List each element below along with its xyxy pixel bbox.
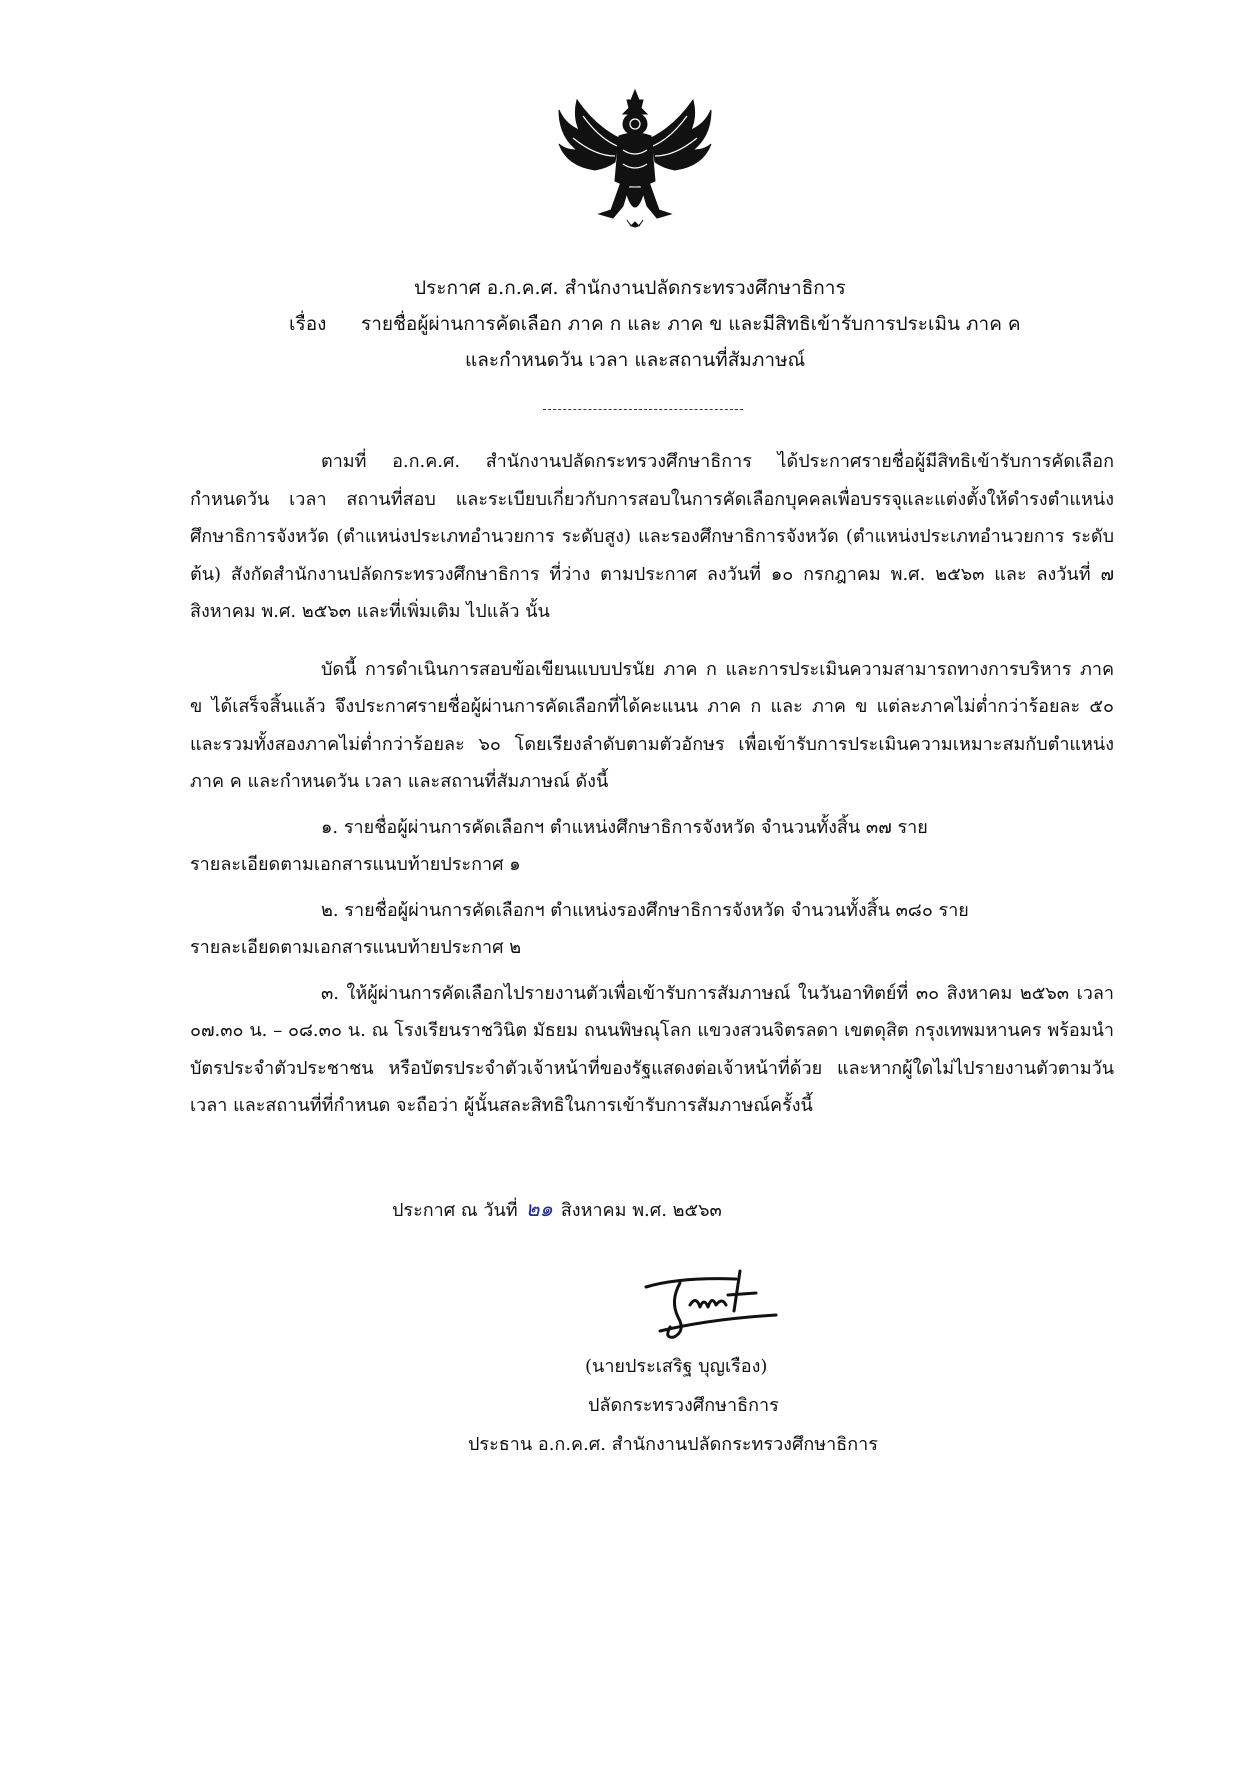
announcement-title: ประกาศ อ.ก.ค.ศ. สำนักงานปลัดกระทรวงศึกษาธิการ bbox=[414, 277, 846, 299]
item-1: ๑. รายชื่อผู้ผ่านการคัดเลือกฯ ตำแหน่งศึกษาธิการจังหวัด จำนวนทั้งสิ้น ๓๗ ราย bbox=[321, 816, 928, 838]
date-prefix: ประกาศ ณ วันที่ bbox=[392, 1200, 518, 1221]
signer-role: ประธาน อ.ก.ค.ศ. สำนักงานปลัดกระทรวงศึกษาธิการ bbox=[468, 1434, 878, 1455]
item-2-detail: รายละเอียดตามเอกสารแนบท้ายประกาศ ๒ bbox=[190, 937, 522, 958]
item-3: ๓. ให้ผู้ผ่านการคัดเลือกไปรายงานตัวเพื่อเข้ารับการสัมภาษณ์ ในวันอาทิตย์ที่ ๓๐ สิงหาคม ๒๕๖๓ เวลา ๐๗.๓๐ น. – ๐๘.๓๐ น. ณ โรงเรียนราชวินิต มัธยม ถนนพิษณุโลก แขวงสวนจิตรลดา เขตดุสิต กรุงเทพมหานคร พร้อมนำบัตรประจำตัวประชาชน หรือบัตรประจำตัวเจ้าหน้าที่ของรัฐแสดงต่อเจ้าหน้าที่ด้วย และหากผู้ใดไม่ไปรายงานตัวตามวัน เวลา และสถานที่ที่กำหนด จะถือว่า ผู้นั้นสละสิทธิในการเข้ารับการสัมภาษณ์ครั้งนี้ bbox=[190, 982, 1114, 1116]
announcement-date bbox=[392, 1193, 722, 1226]
paragraph-background: ตามที่ อ.ก.ค.ศ. สำนักงานปลัดกระทรวงศึกษาธิการ ได้ประกาศรายชื่อผู้มีสิทธิเข้ารับการคัดเลือก กำหนดวัน เวลา สถานที่สอบ และระเบียบเกี่ยวกับการสอบในการคัดเลือกบุคคลเพื่อบรรจุและแต่งตั้งให้ดำรงตำแหน่งศึกษาธิการจังหวัด (ตำแหน่งประเภทอำนวยการ ระดับสูง) และรองศึกษาธิการจังหวัด (ตำแหน่งประเภทอำนวยการ ระดับต้น) สังกัดสำนักงานปลัดกระทรวงศึกษาธิการ ที่ว่าง ตามประกาศ ลงวันที่ ๑๐ กรกฎาคม พ.ศ. ๒๕๖๓ และ ลงวันที่ ๗ สิงหาคม พ.ศ. ๒๕๖๓ และที่เพิ่มเติม ไปแล้ว นั้น bbox=[190, 451, 1114, 622]
subject-label: เรื่อง bbox=[289, 313, 327, 335]
subject-line-2: และกำหนดวัน เวลา และสถานที่สัมภาษณ์ bbox=[465, 349, 806, 371]
date-rest: สิงหาคม พ.ศ. ๒๕๖๓ bbox=[560, 1200, 722, 1221]
subject-line-1 bbox=[289, 306, 1021, 342]
paragraph-result: บัดนี้ การดำเนินการสอบข้อเขียนแบบปรนัย ภาค ก และการประเมินความสามารถทางการบริหาร ภาค ข ได้เสร็จสิ้นแล้ว จึงประกาศรายชื่อผู้ผ่านการคัดเลือกที่ได้คะแนน ภาค ก และ ภาค ข แต่ละภาคไม่ต่ำกว่าร้อยละ ๕๐ และรวมทั้งสองภาคไม่ต่ำกว่าร้อยละ ๖๐ โดยเรียงลำดับตามตัวอักษร เพื่อเข้ารับการประเมินความเหมาะสมกับตำแหน่ง ภาค ค และกำหนดวัน เวลา และสถานที่สัมภาษณ์ ดังนี้ bbox=[190, 658, 1114, 792]
subject-text-1: รายชื่อผู้ผ่านการคัดเลือก ภาค ก และ ภาค ข และมีสิทธิเข้ารับการประเมิน ภาค ค bbox=[361, 313, 1021, 335]
header-divider bbox=[543, 409, 743, 410]
handwritten-signature-icon bbox=[640, 1265, 780, 1345]
signer-position: ปลัดกระทรวงศึกษาธิการ bbox=[588, 1395, 779, 1416]
item-1-detail: รายละเอียดตามเอกสารแนบท้ายประกาศ ๑ bbox=[190, 854, 521, 875]
signer-name: (นายประเสริฐ บุญเรือง) bbox=[585, 1356, 768, 1377]
handwritten-day: ๒๑ bbox=[525, 1197, 553, 1221]
garuda-emblem-icon bbox=[555, 86, 715, 236]
announcement-body bbox=[190, 443, 1114, 1125]
item-2: ๒. รายชื่อผู้ผ่านการคัดเลือกฯ ตำแหน่งรองศึกษาธิการจังหวัด จำนวนทั้งสิ้น ๓๘๐ ราย bbox=[321, 899, 969, 921]
